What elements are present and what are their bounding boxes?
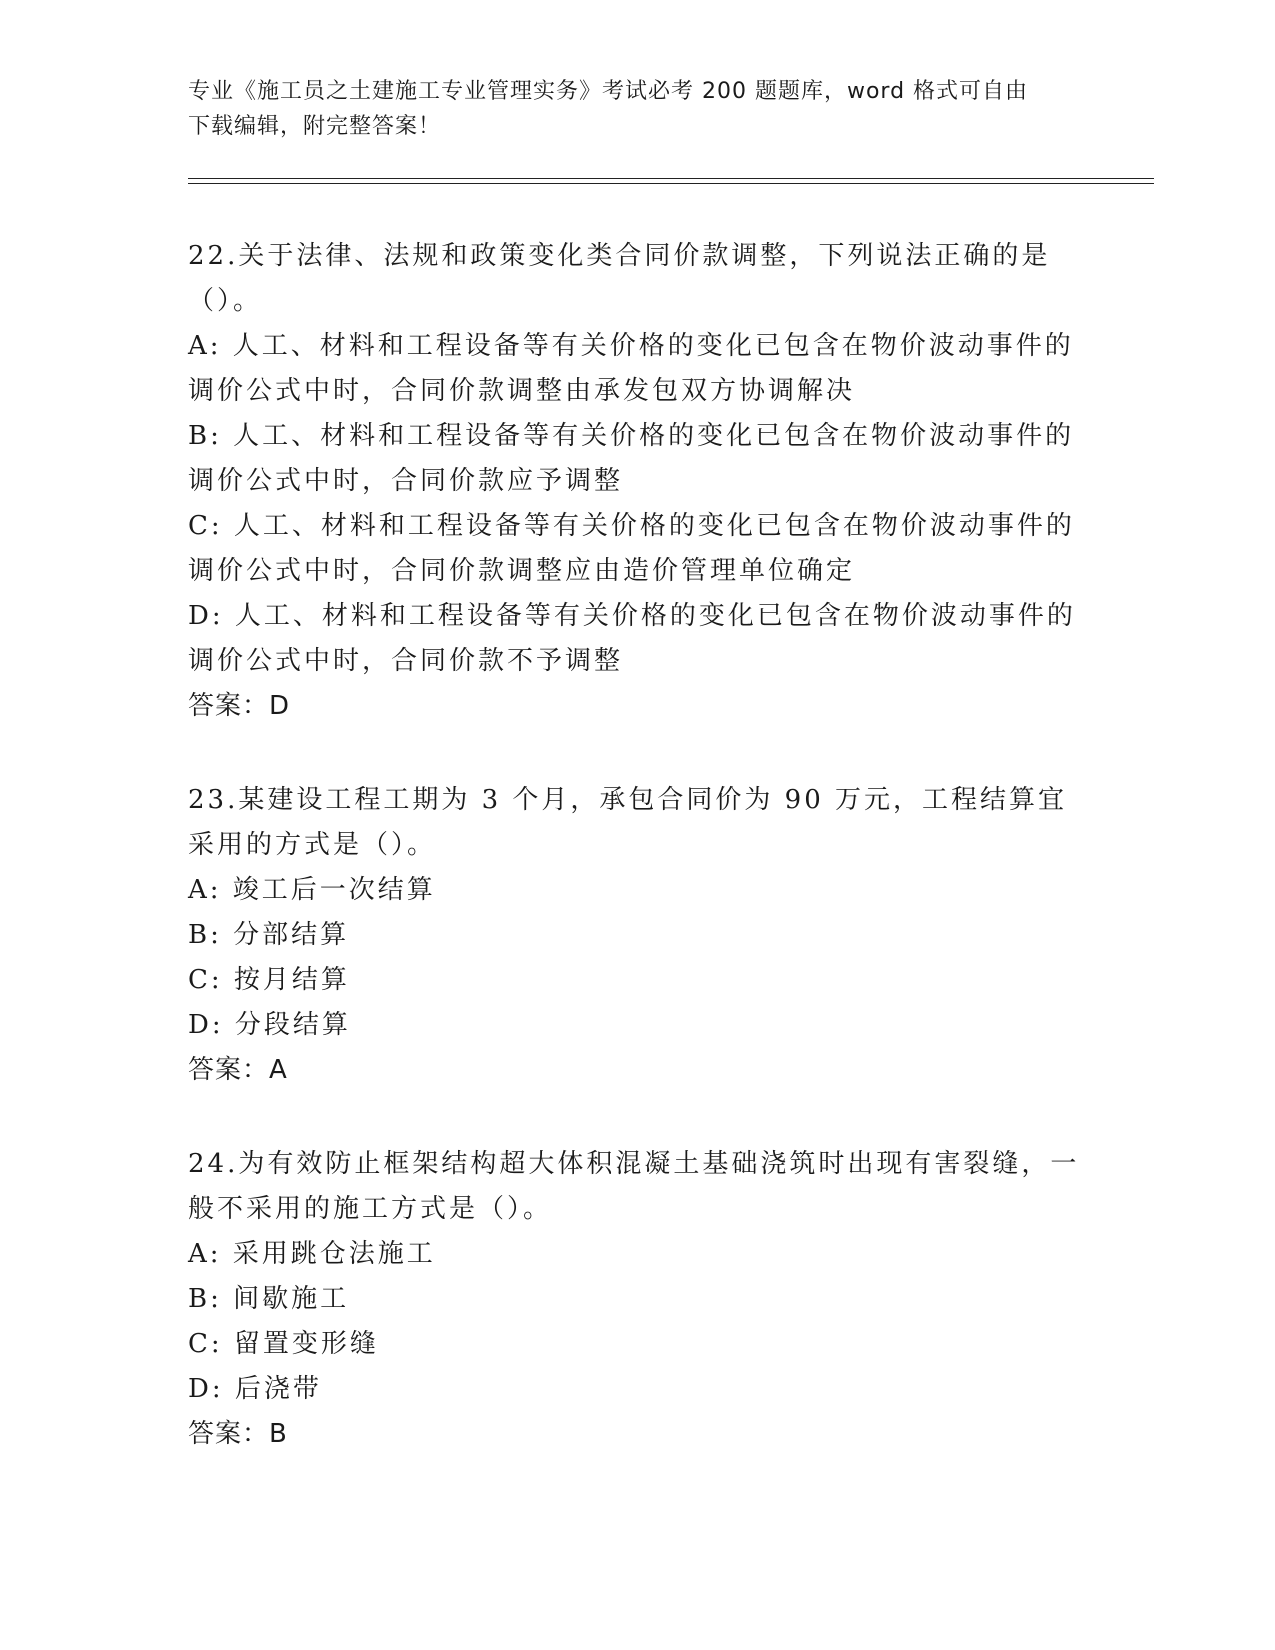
- header-divider-top: [188, 178, 1154, 179]
- option-a: A: 竣工后一次结算: [188, 875, 436, 905]
- header-line-2: 下载编辑，附完整答案！: [188, 114, 442, 139]
- option-d: D: 后浇带: [188, 1374, 322, 1404]
- option-a: A: 采用跳仓法施工: [188, 1239, 436, 1269]
- document-header: [188, 74, 1068, 144]
- answer-line: 答案：B: [188, 1419, 288, 1449]
- question-stem: 24.为有效防止框架结构超大体积混凝土基础浇筑时出现有害裂缝，一般不采用的施工方式是（）。: [188, 1149, 1080, 1224]
- answer-line: 答案：A: [188, 1055, 288, 1085]
- option-b: B: 间歇施工: [188, 1284, 350, 1314]
- option-c: C: 按月结算: [188, 965, 350, 995]
- header-line-1: 专业《施工员之土建施工专业管理实务》考试必考 200 题题库，word 格式可自由: [188, 79, 1029, 104]
- question-23: [188, 778, 1088, 1093]
- option-c: C: 人工、材料和工程设备等有关价格的变化已包含在物价波动事件的调价公式中时，合同价款调整应由造价管理单位确定: [188, 511, 1075, 586]
- option-b: B: 人工、材料和工程设备等有关价格的变化已包含在物价波动事件的调价公式中时，合同价款应予调整: [188, 421, 1075, 496]
- header-divider-bottom: [188, 183, 1154, 184]
- answer-line: 答案：D: [188, 691, 291, 721]
- option-a: A: 人工、材料和工程设备等有关价格的变化已包含在物价波动事件的调价公式中时，合同价款调整由承发包双方协调解决: [188, 331, 1074, 406]
- option-c: C: 留置变形缝: [188, 1329, 379, 1359]
- option-d: D: 人工、材料和工程设备等有关价格的变化已包含在物价波动事件的调价公式中时，合同价款不予调整: [188, 601, 1076, 676]
- question-stem: 23.某建设工程工期为 3 个月，承包合同价为 90 万元，工程结算宜采用的方式是（）。: [188, 785, 1068, 860]
- option-b: B: 分部结算: [188, 920, 350, 950]
- question-stem: 22.关于法律、法规和政策变化类合同价款调整，下列说法正确的是（）。: [188, 241, 1051, 316]
- question-24: [188, 1142, 1088, 1457]
- question-22: [188, 234, 1088, 729]
- option-d: D: 分段结算: [188, 1010, 351, 1040]
